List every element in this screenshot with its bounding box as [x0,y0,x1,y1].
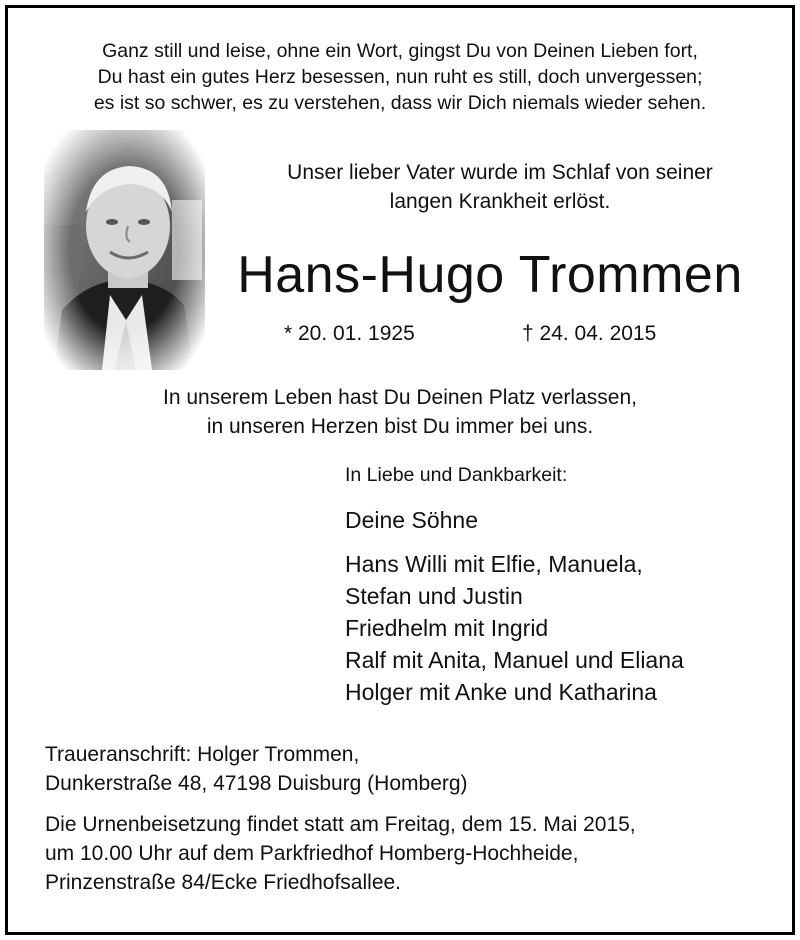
intro-line: Unser lieber Vater wurde im Schlaf von seiner [287,161,713,184]
family-member-line: Stefan und Justin [345,583,523,609]
portrait-photo [44,130,205,370]
address-line: Traueranschrift: Holger Trommen, [45,743,360,766]
poem-line: Du hast ein gutes Herz besessen, nun ruht es still, doch unvergessen; [97,66,703,88]
family-member-line: Ralf mit Anita, Manuel und Eliana [345,647,684,673]
portrait-image [44,130,205,370]
poem-line: es ist so schwer, es zu verstehen, dass wir Dich niemals wieder sehen. [93,92,707,114]
farewell-line: in unseren Herzen bist Du immer bei uns. [206,415,594,438]
family-members [345,548,684,708]
address-line: Dunkerstraße 48, 47198 Duisburg (Homberg) [45,772,468,795]
family-member-line: Holger mit Anke und Katharina [345,679,657,705]
funeral-line: Die Urnenbeisetzung findet statt am Freitag, dem 15. Mai 2015, [45,813,636,836]
mourning-address [45,740,468,798]
poem [0,38,800,116]
family-member-line: Hans Willi mit Elfie, Manuela, [345,551,643,577]
family-section [345,462,684,708]
funeral-details [45,810,636,897]
death-date: † 24. 04. 2015 [522,322,657,345]
deceased-name: Hans-Hugo Trommen [237,246,743,304]
funeral-line: Prinzenstraße 84/Ecke Friedhofsallee. [45,871,402,894]
gratitude-line: In Liebe und Dankbarkeit: [345,464,568,486]
poem-line: Ganz still und leise, ohne ein Wort, gingst Du von Deinen Lieben fort, [102,40,698,62]
family-member-line: Friedhelm mit Ingrid [345,615,549,641]
funeral-line: um 10.00 Uhr auf dem Parkfriedhof Homberg-Hochheide, [45,842,579,865]
farewell-text [0,383,800,441]
farewell-line: In unserem Leben hast Du Deinen Platz verlassen, [163,386,637,409]
birth-date: * 20. 01. 1925 [284,322,415,345]
intro-line: langen Krankheit erlöst. [389,190,611,213]
sons-heading: Deine Söhne [345,507,478,533]
intro-text [215,158,785,216]
